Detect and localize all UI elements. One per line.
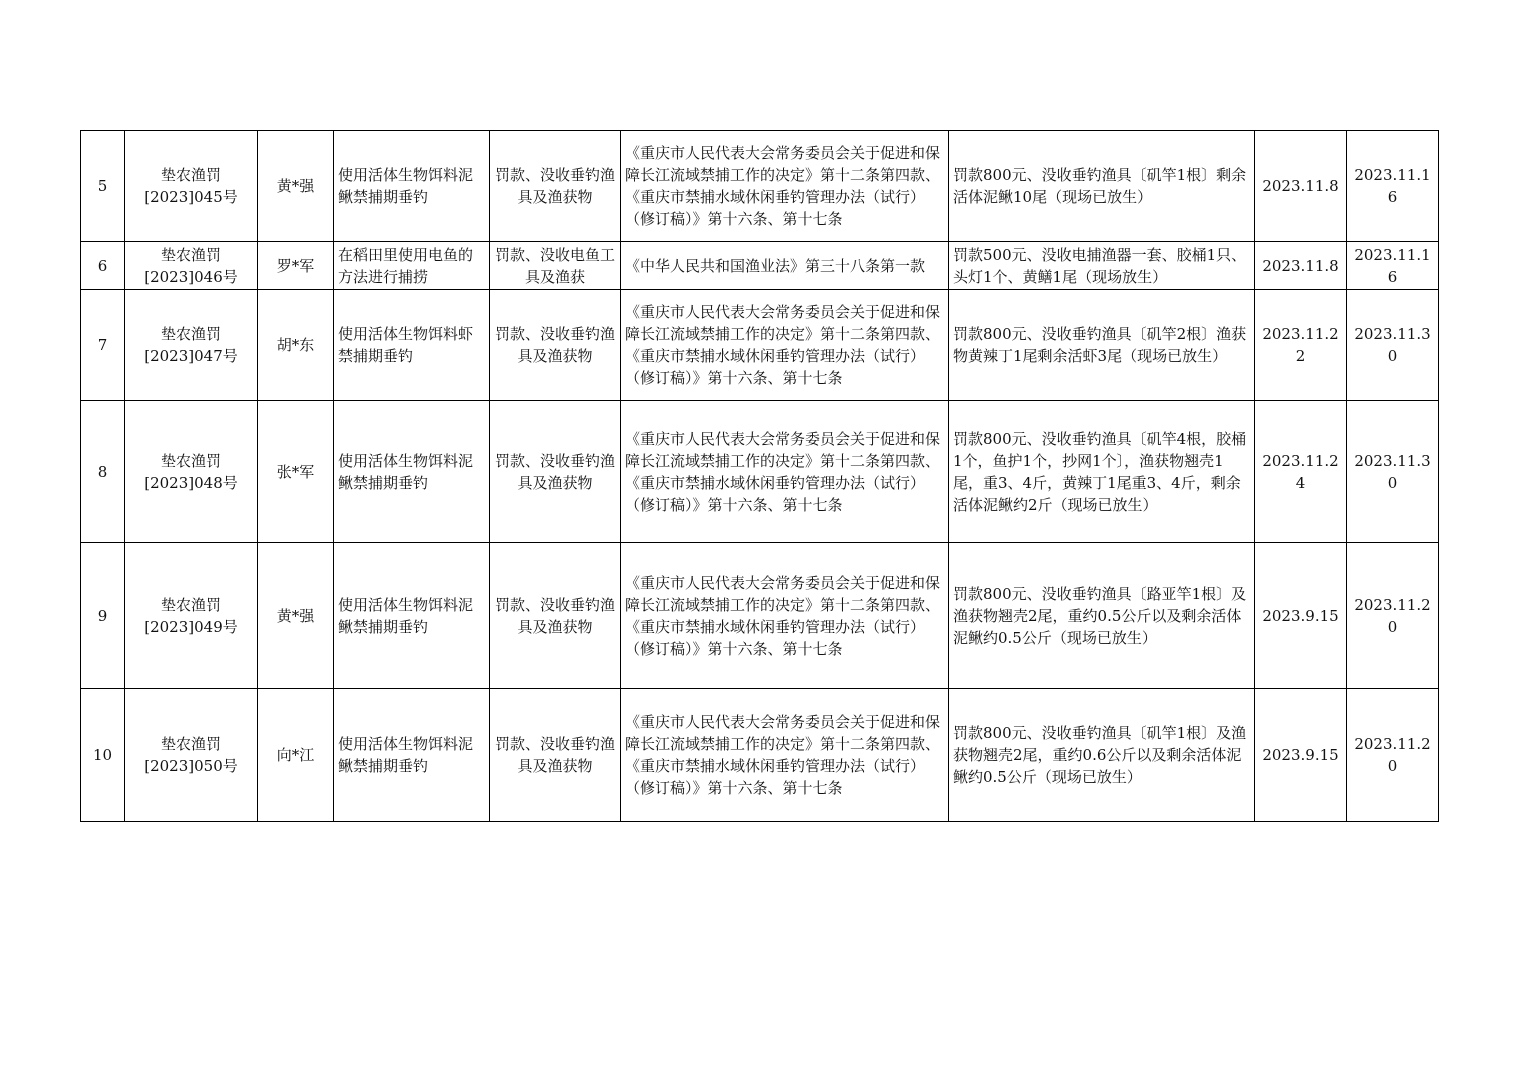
penalty-type-cell: 罚款、没收垂钓渔具及渔获物 bbox=[490, 543, 621, 689]
table-row bbox=[81, 543, 1439, 689]
table-row bbox=[81, 401, 1439, 543]
result-cell: 罚款800元、没收垂钓渔具〔矶竿1根〕剩余活体泥鳅10尾（现场已放生） bbox=[949, 131, 1255, 242]
violation-cell: 使用活体生物饵料泥鳅禁捕期垂钓 bbox=[334, 543, 490, 689]
legal-basis-cell: 《重庆市人民代表大会常务委员会关于促进和保障长江流域禁捕工作的决定》第十二条第四款、《重庆市禁捕水域休闲垂钓管理办法（试行）（修订稿）》第十六条、第十七条 bbox=[621, 401, 949, 543]
doc-no-cell: 垫农渔罚 [2023]048号 bbox=[125, 401, 258, 543]
seq-cell: 10 bbox=[81, 689, 125, 822]
penalty-table bbox=[80, 130, 1439, 822]
penalty-type-cell: 罚款、没收垂钓渔具及渔获物 bbox=[490, 689, 621, 822]
publish-date-cell: 2023.11.20 bbox=[1347, 689, 1439, 822]
doc-no-cell: 垫农渔罚 [2023]049号 bbox=[125, 543, 258, 689]
legal-basis-cell: 《重庆市人民代表大会常务委员会关于促进和保障长江流域禁捕工作的决定》第十二条第四款、《重庆市禁捕水域休闲垂钓管理办法（试行）（修订稿）》第十六条、第十七条 bbox=[621, 131, 949, 242]
violation-cell: 使用活体生物饵料泥鳅禁捕期垂钓 bbox=[334, 401, 490, 543]
name-cell: 向*江 bbox=[258, 689, 334, 822]
name-cell: 黄*强 bbox=[258, 543, 334, 689]
publish-date-cell: 2023.11.20 bbox=[1347, 543, 1439, 689]
name-cell: 罗*军 bbox=[258, 242, 334, 290]
penalty-type-cell: 罚款、没收垂钓渔具及渔获物 bbox=[490, 290, 621, 401]
legal-basis-cell: 《重庆市人民代表大会常务委员会关于促进和保障长江流域禁捕工作的决定》第十二条第四款、《重庆市禁捕水域休闲垂钓管理办法（试行）（修订稿）》第十六条、第十七条 bbox=[621, 290, 949, 401]
table-row bbox=[81, 689, 1439, 822]
decision-date-cell: 2023.11.22 bbox=[1255, 290, 1347, 401]
legal-basis-cell: 《重庆市人民代表大会常务委员会关于促进和保障长江流域禁捕工作的决定》第十二条第四款、《重庆市禁捕水域休闲垂钓管理办法（试行）（修订稿）》第十六条、第十七条 bbox=[621, 543, 949, 689]
name-cell: 张*军 bbox=[258, 401, 334, 543]
doc-no-cell: 垫农渔罚 [2023]047号 bbox=[125, 290, 258, 401]
decision-date-cell: 2023.9.15 bbox=[1255, 689, 1347, 822]
doc-no-cell: 垫农渔罚 [2023]045号 bbox=[125, 131, 258, 242]
seq-cell: 7 bbox=[81, 290, 125, 401]
table-row bbox=[81, 131, 1439, 242]
doc-no-cell: 垫农渔罚 [2023]046号 bbox=[125, 242, 258, 290]
seq-cell: 5 bbox=[81, 131, 125, 242]
publish-date-cell: 2023.11.30 bbox=[1347, 290, 1439, 401]
name-cell: 黄*强 bbox=[258, 131, 334, 242]
publish-date-cell: 2023.11.16 bbox=[1347, 242, 1439, 290]
doc-no-cell: 垫农渔罚 [2023]050号 bbox=[125, 689, 258, 822]
penalty-type-cell: 罚款、没收电鱼工具及渔获 bbox=[490, 242, 621, 290]
seq-cell: 8 bbox=[81, 401, 125, 543]
result-cell: 罚款500元、没收电捕渔器一套、胶桶1只、头灯1个、黄鳝1尾（现场放生） bbox=[949, 242, 1255, 290]
result-cell: 罚款800元、没收垂钓渔具〔矶竿4根，胶桶1个，鱼护1个，抄网1个〕，渔获物翘壳1尾，重3、4斤，黄辣丁1尾重3、4斤，剩余活体泥鳅约2斤（现场已放生） bbox=[949, 401, 1255, 543]
penalty-type-cell: 罚款、没收垂钓渔具及渔获物 bbox=[490, 401, 621, 543]
legal-basis-cell: 《重庆市人民代表大会常务委员会关于促进和保障长江流域禁捕工作的决定》第十二条第四款、《重庆市禁捕水域休闲垂钓管理办法（试行）（修订稿）》第十六条、第十七条 bbox=[621, 689, 949, 822]
table-row bbox=[81, 290, 1439, 401]
penalty-type-cell: 罚款、没收垂钓渔具及渔获物 bbox=[490, 131, 621, 242]
violation-cell: 在稻田里使用电鱼的方法进行捕捞 bbox=[334, 242, 490, 290]
result-cell: 罚款800元、没收垂钓渔具〔路亚竿1根〕及渔获物翘壳2尾，重约0.5公斤以及剩余活体泥鳅约0.5公斤（现场已放生） bbox=[949, 543, 1255, 689]
seq-cell: 9 bbox=[81, 543, 125, 689]
seq-cell: 6 bbox=[81, 242, 125, 290]
publish-date-cell: 2023.11.30 bbox=[1347, 401, 1439, 543]
name-cell: 胡*东 bbox=[258, 290, 334, 401]
publish-date-cell: 2023.11.16 bbox=[1347, 131, 1439, 242]
table-row bbox=[81, 242, 1439, 290]
violation-cell: 使用活体生物饵料泥鳅禁捕期垂钓 bbox=[334, 131, 490, 242]
decision-date-cell: 2023.11.8 bbox=[1255, 242, 1347, 290]
result-cell: 罚款800元、没收垂钓渔具〔矶竿2根〕渔获物黄辣丁1尾剩余活虾3尾（现场已放生） bbox=[949, 290, 1255, 401]
decision-date-cell: 2023.9.15 bbox=[1255, 543, 1347, 689]
violation-cell: 使用活体生物饵料虾禁捕期垂钓 bbox=[334, 290, 490, 401]
legal-basis-cell: 《中华人民共和国渔业法》第三十八条第一款 bbox=[621, 242, 949, 290]
result-cell: 罚款800元、没收垂钓渔具〔矶竿1根〕及渔获物翘壳2尾，重约0.6公斤以及剩余活体泥鳅约0.5公斤（现场已放生） bbox=[949, 689, 1255, 822]
table-body bbox=[81, 131, 1439, 822]
decision-date-cell: 2023.11.8 bbox=[1255, 131, 1347, 242]
violation-cell: 使用活体生物饵料泥鳅禁捕期垂钓 bbox=[334, 689, 490, 822]
decision-date-cell: 2023.11.24 bbox=[1255, 401, 1347, 543]
